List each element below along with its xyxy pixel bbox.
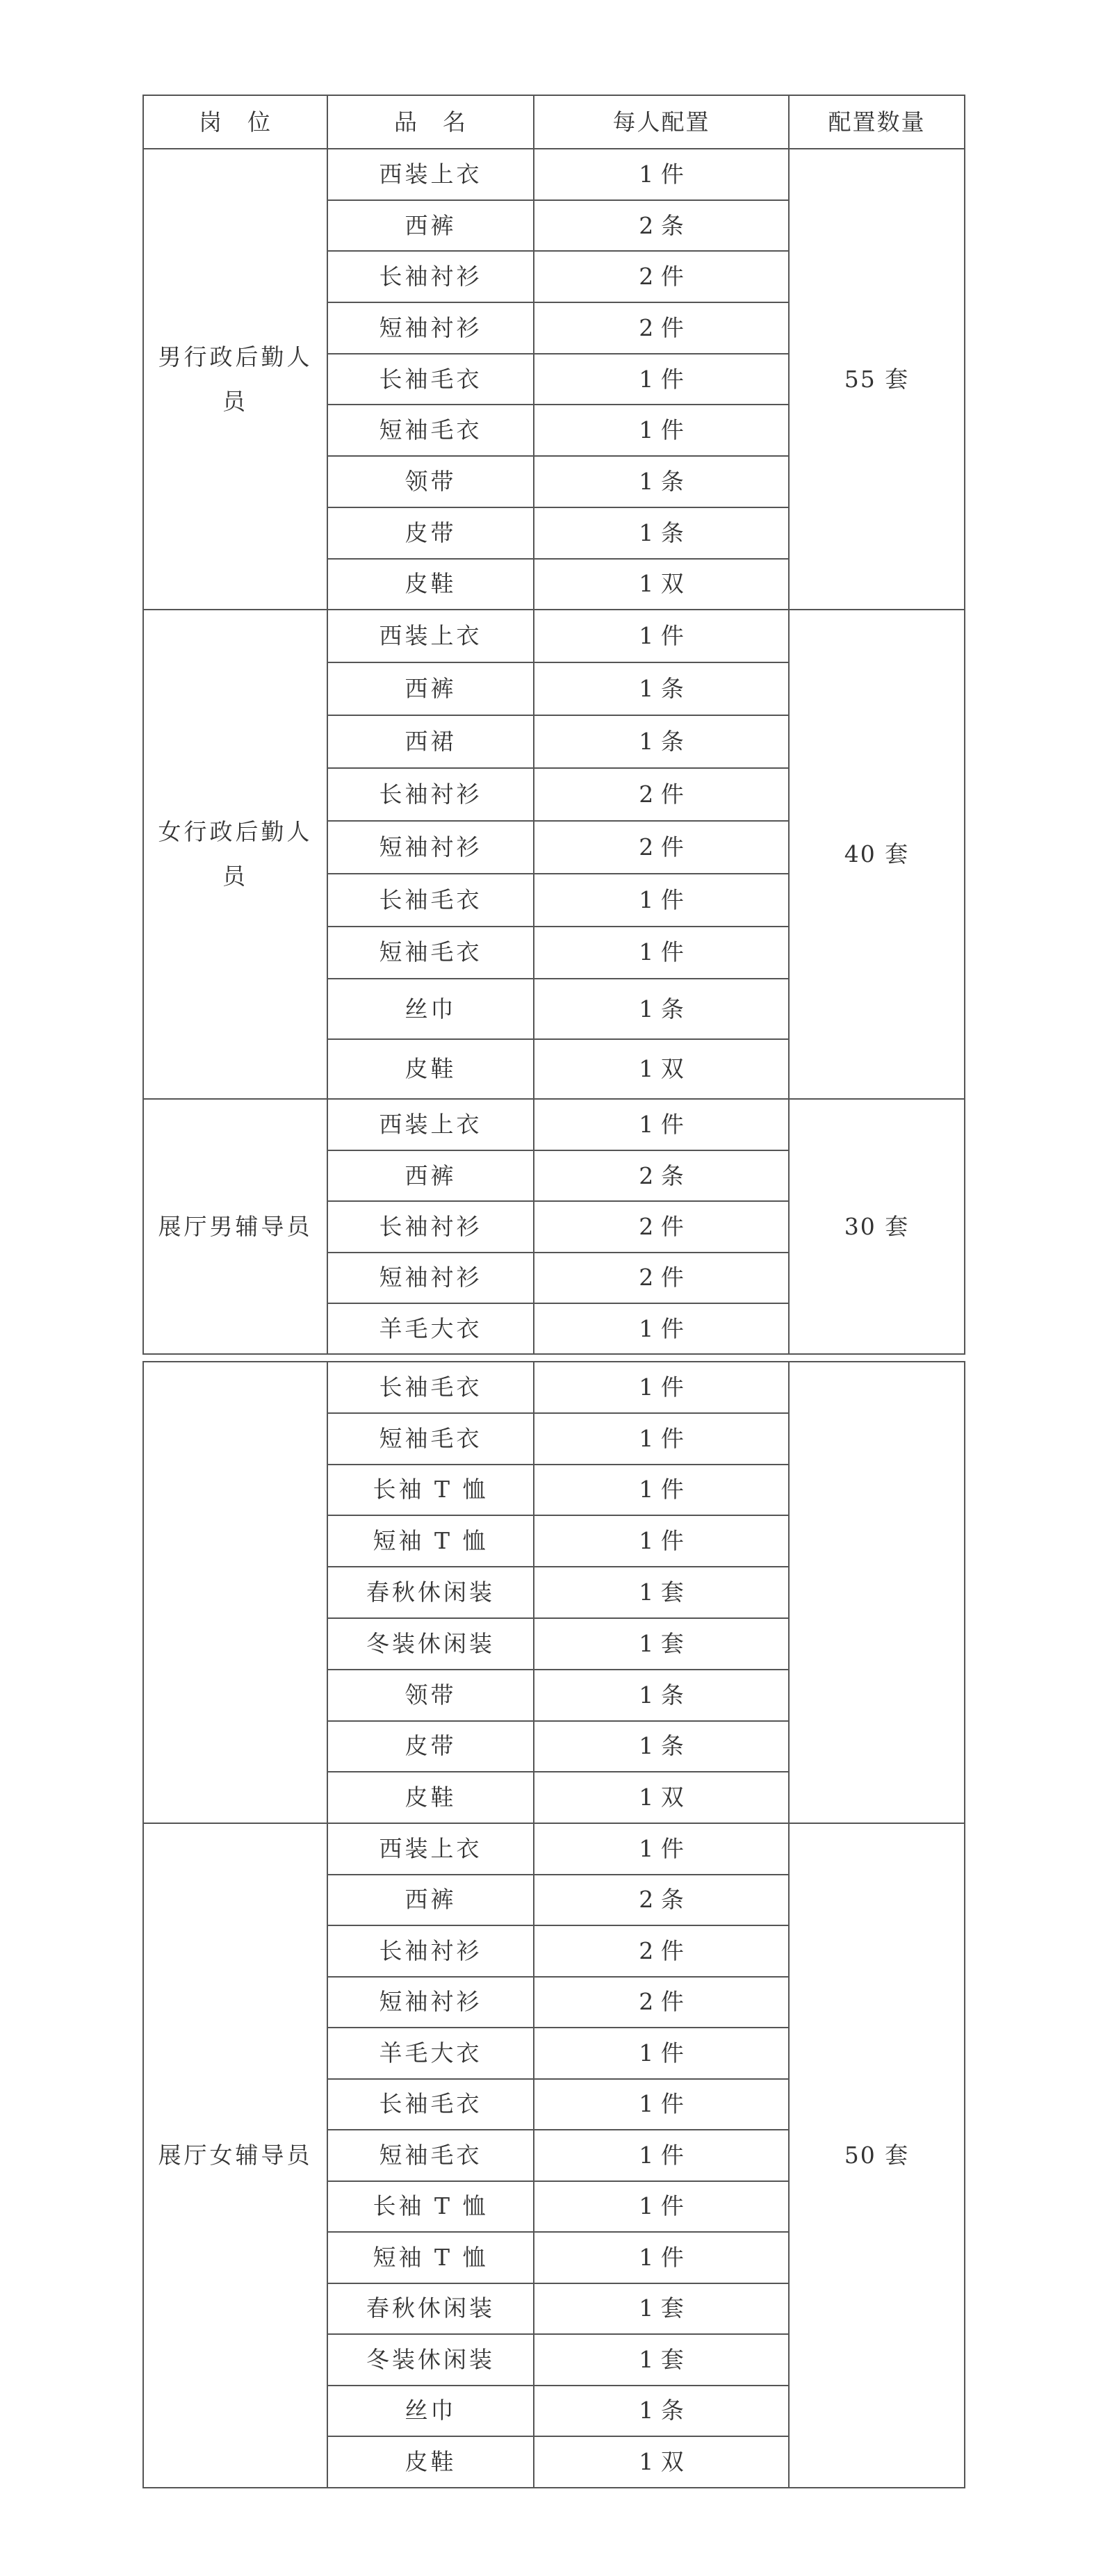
- per-person-qty-cell: 1 件: [534, 927, 789, 979]
- item-name-cell: 短袖衬衫: [327, 302, 534, 354]
- table-row: [143, 1362, 965, 1413]
- item-name-cell: 西裤: [327, 662, 534, 715]
- per-person-qty-cell: 2 件: [534, 1201, 789, 1252]
- per-person-qty-cell: 1 件: [534, 2181, 789, 2233]
- per-person-qty-cell: 1 件: [534, 1303, 789, 1354]
- item-name-cell: 短袖衬衫: [327, 821, 534, 874]
- per-person-qty-cell: 1 件: [534, 2232, 789, 2283]
- header-item: 品 名: [327, 95, 534, 149]
- item-name-cell: 短袖毛衣: [327, 405, 534, 456]
- item-name-cell: 西裙: [327, 715, 534, 768]
- per-person-qty-cell: 2 条: [534, 1150, 789, 1201]
- per-person-qty-cell: 1 件: [534, 149, 789, 200]
- per-person-qty-cell: 1 套: [534, 2283, 789, 2335]
- post-cell: 展厅男辅导员: [143, 1099, 327, 1354]
- item-name-cell: 春秋休闲装: [327, 2283, 534, 2335]
- item-name-cell: 冬装休闲装: [327, 1618, 534, 1670]
- item-name-cell: 丝巾: [327, 979, 534, 1039]
- item-name-cell: 长袖毛衣: [327, 1362, 534, 1413]
- header-total: 配置数量: [789, 95, 965, 149]
- table-row: [143, 1099, 965, 1150]
- per-person-qty-cell: 1 件: [534, 1465, 789, 1516]
- uniform-table-part-1: [142, 95, 965, 1355]
- item-name-cell: 短袖衬衫: [327, 1253, 534, 1303]
- group-male-guide-cont: [143, 1362, 965, 1823]
- per-person-qty-cell: 2 件: [534, 251, 789, 302]
- per-person-qty-cell: 2 件: [534, 1253, 789, 1303]
- item-name-cell: 西裤: [327, 200, 534, 252]
- item-name-cell: 西装上衣: [327, 610, 534, 662]
- header-post: 岗 位: [143, 95, 327, 149]
- per-person-qty-cell: 1 件: [534, 354, 789, 405]
- table-row: [143, 149, 965, 200]
- item-name-cell: 长袖毛衣: [327, 874, 534, 927]
- item-name-cell: 皮带: [327, 1721, 534, 1772]
- uniform-table-part-2: [142, 1361, 965, 2488]
- item-name-cell: 短袖衬衫: [327, 1977, 534, 2028]
- item-name-cell: 皮鞋: [327, 559, 534, 610]
- per-person-qty-cell: 1 件: [534, 2028, 789, 2079]
- post-cell: 女行政后勤人员: [143, 610, 327, 1099]
- per-person-qty-cell: 2 件: [534, 302, 789, 354]
- item-name-cell: 短袖毛衣: [327, 1413, 534, 1465]
- per-person-qty-cell: 1 条: [534, 456, 789, 507]
- per-person-qty-cell: 2 件: [534, 768, 789, 821]
- per-person-qty-cell: 1 件: [534, 405, 789, 456]
- per-person-qty-cell: 1 件: [534, 2079, 789, 2130]
- per-person-qty-cell: 1 条: [534, 507, 789, 559]
- post-cell: 展厅女辅导员: [143, 1823, 327, 2488]
- per-person-qty-cell: 1 条: [534, 715, 789, 768]
- item-name-cell: 长袖衬衫: [327, 768, 534, 821]
- item-name-cell: 西裤: [327, 1150, 534, 1201]
- item-name-cell: 皮鞋: [327, 2436, 534, 2488]
- per-person-qty-cell: 1 件: [534, 1515, 789, 1567]
- table-row: [143, 1823, 965, 1875]
- per-person-qty-cell: 2 件: [534, 1925, 789, 1977]
- per-person-qty-cell: 1 双: [534, 1772, 789, 1823]
- per-person-qty-cell: 2 条: [534, 200, 789, 252]
- per-person-qty-cell: 1 套: [534, 2334, 789, 2386]
- total-sets-cell: 50 套: [789, 1823, 965, 2488]
- group-female-guide: [143, 1823, 965, 2488]
- group-male-guide: [143, 1099, 965, 1354]
- item-name-cell: 皮带: [327, 507, 534, 559]
- per-person-qty-cell: 1 条: [534, 2386, 789, 2437]
- item-name-cell: 长袖衬衫: [327, 1201, 534, 1252]
- item-name-cell: 短袖毛衣: [327, 927, 534, 979]
- per-person-qty-cell: 1 件: [534, 1099, 789, 1150]
- group-male-admin: [143, 149, 965, 610]
- item-name-cell: 长袖衬衫: [327, 251, 534, 302]
- item-name-cell: 西装上衣: [327, 1823, 534, 1875]
- item-name-cell: 西裤: [327, 1875, 534, 1926]
- item-name-cell: 领带: [327, 1670, 534, 1721]
- per-person-qty-cell: 1 件: [534, 1362, 789, 1413]
- per-person-qty-cell: 1 条: [534, 1721, 789, 1772]
- per-person-qty-cell: 1 件: [534, 874, 789, 927]
- per-person-qty-cell: 1 双: [534, 1039, 789, 1100]
- item-name-cell: 冬装休闲装: [327, 2334, 534, 2386]
- item-name-cell: 春秋休闲装: [327, 1567, 534, 1618]
- per-person-qty-cell: 1 双: [534, 2436, 789, 2488]
- per-person-qty-cell: 1 件: [534, 2130, 789, 2181]
- per-person-qty-cell: 2 件: [534, 1977, 789, 2028]
- header-row: [143, 95, 965, 149]
- total-sets-cell: 40 套: [789, 610, 965, 1099]
- per-person-qty-cell: 1 件: [534, 1823, 789, 1875]
- item-name-cell: 西装上衣: [327, 149, 534, 200]
- per-person-qty-cell: 2 条: [534, 1875, 789, 1926]
- table-row: [143, 610, 965, 662]
- per-person-qty-cell: 1 套: [534, 1618, 789, 1670]
- per-person-qty-cell: 1 件: [534, 1413, 789, 1465]
- item-name-cell: 领带: [327, 456, 534, 507]
- per-person-qty-cell: 1 条: [534, 979, 789, 1039]
- total-sets-cell: 30 套: [789, 1099, 965, 1354]
- per-person-qty-cell: 1 双: [534, 559, 789, 610]
- item-name-cell: 羊毛大衣: [327, 2028, 534, 2079]
- total-sets-cell: [789, 1362, 965, 1823]
- total-sets-cell: 55 套: [789, 149, 965, 610]
- item-name-cell: 长袖毛衣: [327, 354, 534, 405]
- item-name-cell: 长袖毛衣: [327, 2079, 534, 2130]
- item-name-cell: 羊毛大衣: [327, 1303, 534, 1354]
- per-person-qty-cell: 1 条: [534, 1670, 789, 1721]
- header-qty: 每人配置: [534, 95, 789, 149]
- per-person-qty-cell: 1 件: [534, 610, 789, 662]
- group-female-admin: [143, 610, 965, 1099]
- item-name-cell: 长袖衬衫: [327, 1925, 534, 1977]
- per-person-qty-cell: 2 件: [534, 821, 789, 874]
- item-name-cell: 长袖 T 恤: [327, 2181, 534, 2233]
- item-name-cell: 西装上衣: [327, 1099, 534, 1150]
- item-name-cell: 短袖毛衣: [327, 2130, 534, 2181]
- post-cell: 男行政后勤人员: [143, 149, 327, 610]
- item-name-cell: 皮鞋: [327, 1039, 534, 1100]
- item-name-cell: 丝巾: [327, 2386, 534, 2437]
- item-name-cell: 短袖 T 恤: [327, 2232, 534, 2283]
- item-name-cell: 短袖 T 恤: [327, 1515, 534, 1567]
- item-name-cell: 长袖 T 恤: [327, 1465, 534, 1516]
- per-person-qty-cell: 1 套: [534, 1567, 789, 1618]
- item-name-cell: 皮鞋: [327, 1772, 534, 1823]
- post-cell: [143, 1362, 327, 1823]
- per-person-qty-cell: 1 条: [534, 662, 789, 715]
